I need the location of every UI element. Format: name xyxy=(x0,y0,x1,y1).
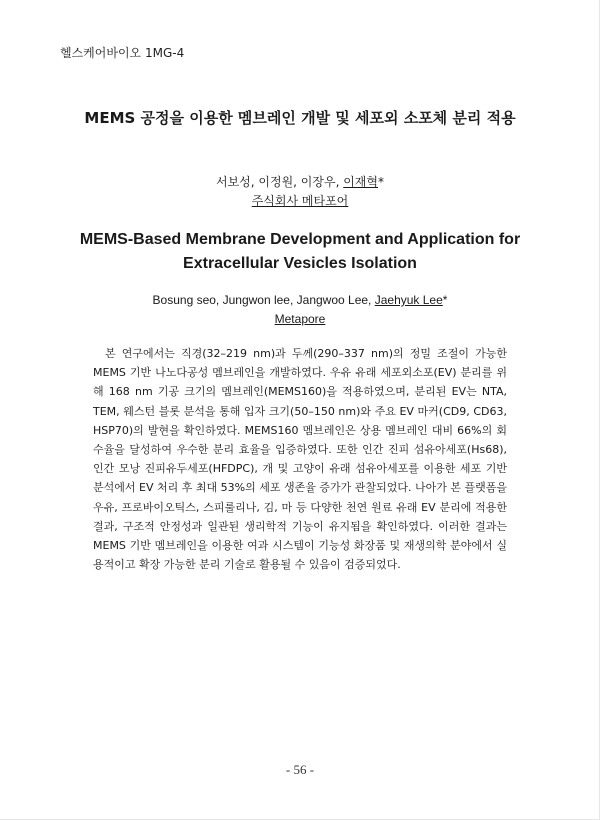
english-title: MEMS-Based Membrane Development and Application for Extracellular Vesicles Isolation xyxy=(79,231,521,272)
english-corresponding-author: Jaehyuk Lee xyxy=(374,293,443,307)
english-affiliation xyxy=(0,309,600,329)
korean-title: MEMS 공정을 이용한 멤브레인 개발 및 세포외 소포체 분리 적용 xyxy=(84,109,516,127)
korean-authors xyxy=(0,172,600,192)
english-affiliation-text: Metapore xyxy=(274,312,326,326)
english-corresponding-mark: * xyxy=(442,293,448,307)
korean-corresponding-author: 이재혁 xyxy=(343,175,378,189)
korean-affiliation xyxy=(0,191,600,211)
session-tag: 헬스케어바이오 1MG-4 xyxy=(60,46,185,60)
korean-authors-list: 서보성, 이정원, 이장우, xyxy=(216,175,344,189)
english-authors-list: Bosung seo, Jungwon lee, Jangwoo Lee, xyxy=(152,293,375,307)
abstract-paragraph: 본 연구에서는 직경(32–219 nm)과 두께(290–337 nm)의 정밀 조절이 가능한 MEMS 기반 나노다공성 멤브레인을 개발하였다. 우유 유래 세포외소포(EV) 분리를 위해 168 nm 기공 크기의 멤브레인(MEMS160)을 적용하였으며, 분리된 EV는 NTA, TEM, 웨스턴 블롯 분석을 통해 입자 크기(50–150 nm)와 주요 EV 마커(CD9, CD63, HSP70)의 발현을 확인하였다. MEMS160 멤브레인은 상용 멤브레인 대비 66%의 회수율을 달성하여 우수한 분리 효율을 입증하였다. 또한 인간 진피 섬유아세포(Hs68), 인간 모낭 진피유두세포(HFDPC), 개 및 고양이 유래 섬유아세포를 이용한 세포 기반 분석에서 EV 처리 후 최대 53%의 세포 생존율 증가가 관찰되었다. 나아가 본 플랫폼을 우유, 프로바이오틱스, 스피룰리나, 김, 마 등 다양한 천연 원료 유래 EV 분리에 적용한 결과, 구조적 안정성과 일관된 생리학적 기능이 유지됨을 확인하였다. 이러한 결과는 MEMS 기반 멤브레인을 이용한 여과 시스템이 기능성 화장품 및 재생의학 분야에서 실용적이고 확장 가능한 분리 기술로 활용될 수 있음이 검증되었다. xyxy=(93,347,507,572)
korean-affiliation-text: 주식회사 메타포어 xyxy=(251,194,349,208)
english-authors xyxy=(0,290,600,310)
korean-corresponding-mark: * xyxy=(378,175,384,189)
page-number: - 56 - xyxy=(285,762,315,777)
